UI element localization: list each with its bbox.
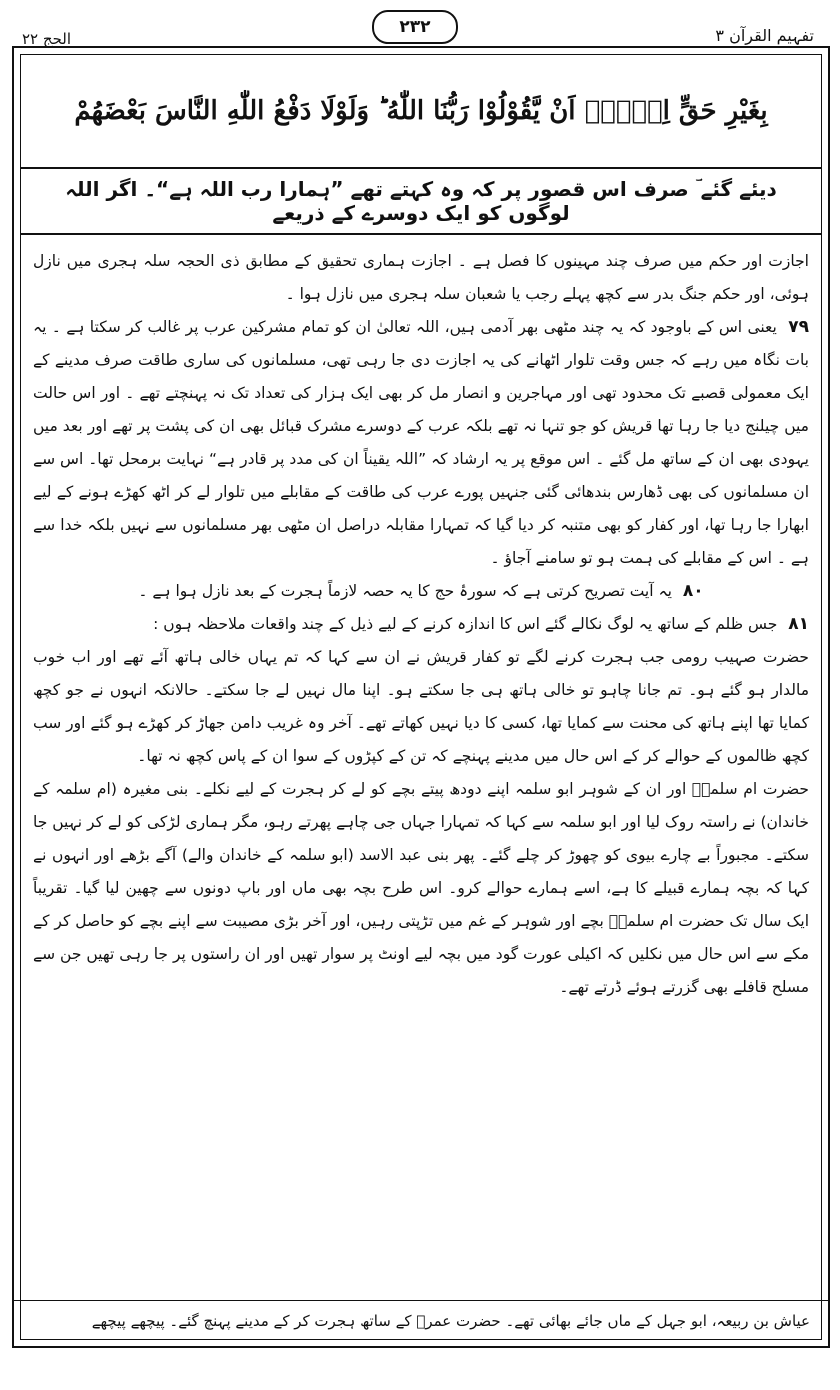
footnote-divider (12, 1300, 828, 1301)
paragraph (33, 773, 809, 1004)
page-header (0, 6, 840, 50)
paragraph-text: جس ظلم کے ساتھ یہ لوگ نکالے گئے اس کا اندازہ کرنے کے لیے ذیل کے چند واقعات ملاحظہ ہوں : (153, 615, 778, 633)
paragraph-text: اجازت اور حکم میں صرف چند مہینوں کا فصل ہے ۔ اجازت ہماری تحقیق کے مطابق ذی الحجہ سلہ ہجری میں نازل ہوئی، اور حکم جنگ بدر سے کچھ پہلے رجب یا شعبان سلہ ہجری میں نازل ہوا ۔ (33, 252, 809, 303)
running-title-book: تفہیم القرآن ۳ (715, 26, 814, 45)
paragraph-text: یہ آیت تصریح کرتی ہے کہ سورۂ حج کا یہ حصہ لازماً ہجرت کے بعد نازل ہوا ہے ۔ (138, 582, 672, 600)
arabic-verse: بِغَيْرِ حَقٍّ اِلَّاۤ اَنْ يَّقُوْلُوْا رَبُّنَا اللّٰهُ ؕ وَلَوْلَا دَفْعُ اللّٰهِ النَّاسَ بَعْضَهُمْ (21, 55, 821, 169)
page-number-badge: ۲۳۲ (372, 10, 458, 44)
paragraph (33, 641, 809, 773)
paragraph (33, 608, 809, 641)
paragraph (33, 311, 809, 575)
paragraph-text: یعنی اس کے باوجود کہ یہ چند مٹھی بھر آدمی ہیں، اللہ تعالیٰ ان کو تمام مشرکین عرب پر غالب کر سکتا ہے ۔ یہ بات نگاہ میں رہے کہ جس وقت تلوار اٹھانے کی یہ اجازت دی جا رہی تھی، مسلمانوں کی ساری طاقت صرف مدینے کے ایک معمولی قصبے تک محدود تھی اور مہاجرین و انصار مل کر بھی ایک ہزار کی تعداد تک نہ پہنچتے تھے ۔ اور اس حالت میں چیلنج دیا جا رہا تھا قریش کو جو تنہا نہ تھے بلکہ عرب کے دوسرے مشرک قبائل بھی ان کی پشت پر تھے اور بعد میں یہودی بھی ان کے ساتھ مل گئے ۔ اس موقع پر یہ ارشاد کہ ”اللہ یقیناً ان کی مدد پر قادر ہے“ نہایت برمحل تھا۔ اس سے ان مسلمانوں کی بھی ڈھارس بندھائی گئی جنہیں پورے عرب کی طاقت کے مقابلے میں تلوار لے کر اٹھ کھڑے ہونے کے لیے ابھارا جا رہا تھا، اور کفار کو بھی متنبہ کر دیا گیا کہ تمہارا مقابلہ دراصل ان مٹھی بھر مسلمانوں سے نہیں بلکہ خدا سے ہے ۔ اس کے مقابلے کی ہمت ہو تو سامنے آجاؤ ۔ (33, 318, 809, 567)
note-number: ۸۱ (788, 614, 809, 634)
page-inner-border (20, 54, 822, 1340)
footnote-text: عیاش بن ربیعہ، ابو جہل کے ماں جائے بھائی تھے۔ حضرت عمرؓ کے ساتھ ہجرت کر کے مدینے پہنچ گئے۔ پیچھے پیچھے (91, 1312, 810, 1330)
note-number: ۷۹ (788, 317, 809, 337)
paragraph (33, 245, 809, 311)
page-border (12, 46, 830, 1348)
paragraph-text: حضرت صہیب رومی جب ہجرت کرنے لگے تو کفار قریش نے ان سے کہا کہ تم یہاں خالی ہاتھ آئے تھے اور اب خوب مالدار ہو گئے ہو۔ تم جانا چاہو تو خالی ہاتھ ہی جا سکتے ہو۔ اپنا مال نہیں لے جا سکتے۔ حالانکہ انہوں نے جو کچھ کمایا تھا اپنے ہاتھ کی محنت سے کمایا تھا، کسی کا دیا نہیں کھاتے تھے۔ آخر وہ غریب دامن جھاڑ کر کھڑے ہو گئے اور سب کچھ ظالموں کے حوالے کر کے اس حال میں مدینے پہنچے کہ تن کے کپڑوں کے سوا ان کے پاس کچھ نہ تھا۔ (33, 648, 809, 765)
note-number: ۸۰ (682, 581, 704, 601)
commentary-body (33, 245, 809, 1331)
paragraph (33, 575, 809, 608)
paragraph-text: حضرت ام سلمہؓ اور ان کے شوہر ابو سلمہ اپنے دودھ پیتے بچے کو لے کر ہجرت کے لیے نکلے۔ بنی مغیرہ (ام سلمہ کے خاندان) نے راستہ روک لیا اور ابو سلمہ سے کہا کہ تمہارا جہاں جی چاہے پھرتے رہو، مگر ہماری لڑکی کو لے کر نہیں جا سکتے۔ مجبوراً بے چارے بیوی کو چھوڑ کر چلے گئے۔ پھر بنی عبد الاسد (ابو سلمہ کے خاندان والے) آگے بڑھے اور انہوں نے کہا کہ بچہ ہمارے قبیلے کا ہے، اسے ہمارے حوالے کرو۔ اس طرح بچہ بھی ماں اور باپ دونوں سے چھین لیا گیا۔ تقریباً ایک سال تک حضرت ام سلمہؓ بچے اور شوہر کے غم میں تڑپتی رہیں، اور آخر بڑی مصیبت سے اپنے بچے کو حاصل کر کے مکے سے اس حال میں نکلیں کہ اکیلی عورت گود میں بچہ لیے اونٹ پر سوار تھیں اور ان راستوں پر جا رہی تھیں جن سے مسلح قافلے بھی گزرتے ہوئے ڈرتے تھے۔ (33, 780, 809, 996)
verse-translation: دیئے گئے ؔ صرف اس قصور پر کہ وہ کہتے تھے ”ہمارا رب اللہ ہے“۔ اگر اللہ لوگوں کو ایک دوسرے کے ذریعے (21, 169, 821, 235)
running-title-surah: الحج ۲۲ (22, 30, 71, 48)
